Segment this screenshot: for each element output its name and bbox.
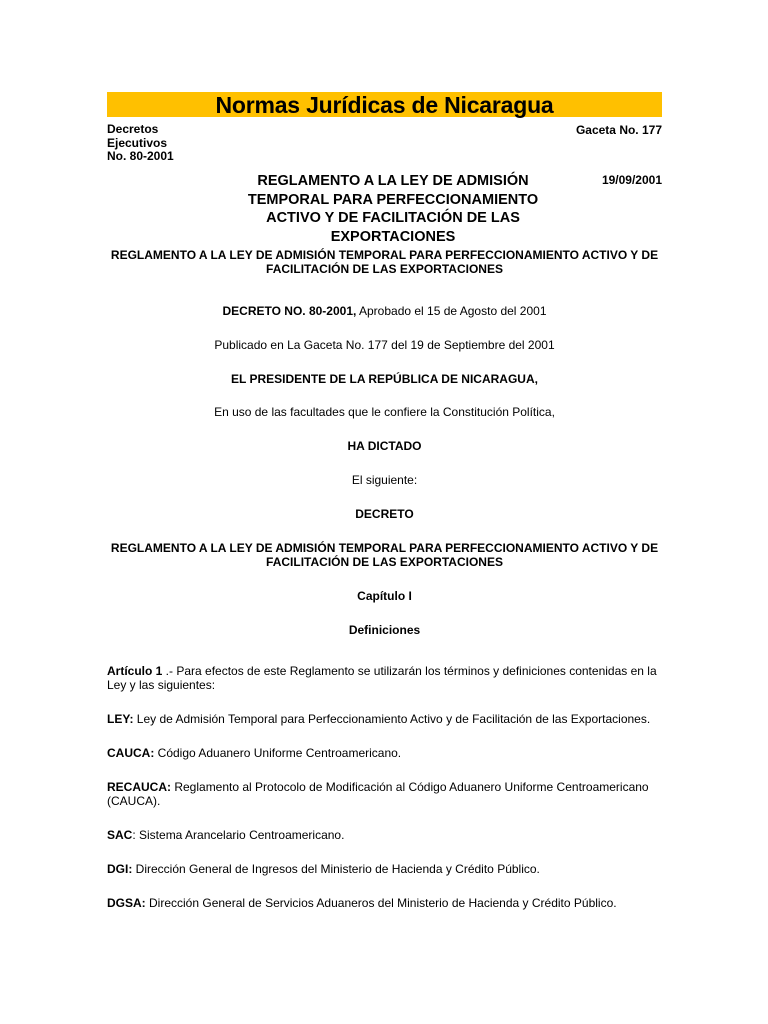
decree-category <box>107 123 174 164</box>
definition-item <box>107 828 662 842</box>
document-meta <box>107 117 662 247</box>
definition-text: Reglamento al Protocolo de Modificación al Código Aduanero Uniforme Centroamericano (CAUCA). <box>107 780 649 808</box>
gazette-date: 19/09/2001 <box>601 173 662 187</box>
definition-text: Código Aduanero Uniforme Centroamericano. <box>154 746 402 760</box>
document-body <box>107 248 662 910</box>
decree-line <box>107 304 662 318</box>
document-page <box>107 92 662 910</box>
decreto-heading: DECRETO <box>355 507 414 521</box>
ha-dictado: HA DICTADO <box>347 439 422 453</box>
article-1 <box>107 664 662 692</box>
definition-term: RECAUCA: <box>107 780 171 794</box>
president-line: EL PRESIDENTE DE LA REPÚBLICA DE NICARAGUA, <box>231 372 538 386</box>
definition-text: Dirección General de Ingresos del Ministerio de Hacienda y Crédito Público. <box>132 862 540 876</box>
banner-title: Normas Jurídicas de Nicaragua <box>107 92 662 117</box>
definition-item <box>107 712 662 726</box>
heading-repeat: REGLAMENTO A LA LEY DE ADMISIÓN TEMPORAL PARA PERFECCIONAMIENTO ACTIVO Y DE FACILITACIÓN DE LAS EXPORTACIONES <box>110 541 659 569</box>
definition-item <box>107 780 662 808</box>
definitions-heading: Definiciones <box>348 623 421 637</box>
definition-item <box>107 862 662 876</box>
definition-term: DGSA: <box>107 896 146 910</box>
definition-text: Ley de Admisión Temporal para Perfeccionamiento Activo y de Facilitación de las Exportaciones. <box>133 712 651 726</box>
category-line-2: Ejecutivos <box>107 135 168 150</box>
gazette-number: Gaceta No. 177 <box>575 123 662 137</box>
definition-text: Dirección General de Servicios Aduaneros del Ministerio de Hacienda y Crédito Público. <box>145 896 617 910</box>
definition-term: CAUCA: <box>107 746 155 760</box>
definition-term: LEY: <box>107 712 134 726</box>
document-title: REGLAMENTO A LA LEY DE ADMISIÓN TEMPORAL PARA PERFECCIONAMIENTO ACTIVO Y DE FACILITACIÓN DE LAS EXPORTACIONES <box>247 173 539 245</box>
definition-term: DGI: <box>107 862 133 876</box>
faculties-line: En uso de las facultades que le confiere la Constitución Política, <box>214 405 555 419</box>
decree-number: No. 80-2001 <box>107 149 174 163</box>
chapter-heading: Capítulo I <box>357 589 412 603</box>
category-line-1: Decretos <box>107 122 159 136</box>
decree-label: DECRETO NO. 80-2001, <box>222 304 357 318</box>
published-line: Publicado en La Gaceta No. 177 del 19 de Septiembre del 2001 <box>214 338 555 352</box>
article-1-label: Artículo 1 <box>107 664 163 678</box>
definition-text: : Sistema Arancelario Centroamericano. <box>132 828 345 842</box>
definition-term: SAC <box>107 828 133 842</box>
article-1-text: .- Para efectos de este Reglamento se utilizarán los términos y definiciones contenidas en la Ley y las siguientes: <box>107 664 657 692</box>
definition-item <box>107 746 662 760</box>
definition-item <box>107 896 662 910</box>
el-siguiente: El siguiente: <box>351 473 418 487</box>
full-heading: REGLAMENTO A LA LEY DE ADMISIÓN TEMPORAL PARA PERFECCIONAMIENTO ACTIVO Y DE FACILITACIÓN DE LAS EXPORTACIONES <box>110 248 659 276</box>
decree-approved: Aprobado el 15 de Agosto del 2001 <box>356 304 547 318</box>
